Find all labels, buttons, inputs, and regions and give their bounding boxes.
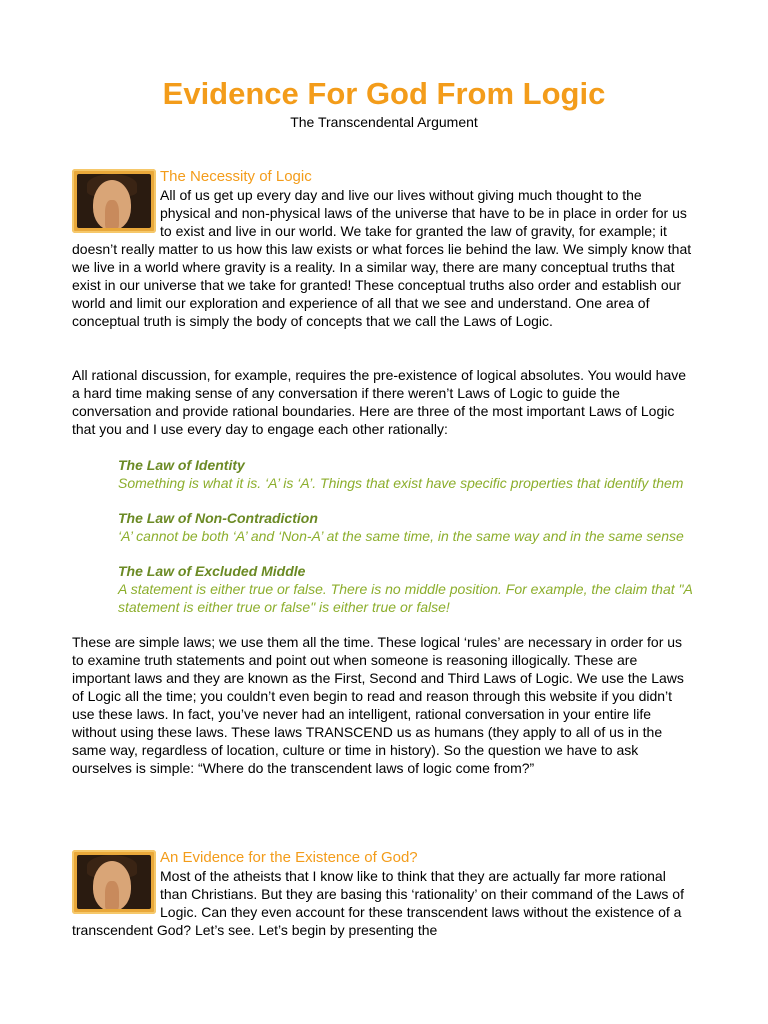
law-description: A statement is either true or false. There is no middle position. For example, the claim that "A statement is either true or false" is either true or false! (118, 581, 693, 615)
law-title: The Law of Excluded Middle (118, 563, 306, 579)
section-necessity-of-logic (72, 168, 696, 330)
paragraph-rational-discussion: All rational discussion, for example, requires the pre-existence of logical absolutes. You would have a hard time making sense of any conversation if there weren’t Laws of Logic to guide the conversation and provide rational boundaries. Here are three of the most important Laws of Logic that you and I use every day to engage each other rationally: (72, 367, 687, 437)
section-paragraph: Most of the atheists that I know like to think that they are actually far more rational than Christians. But they are basing this ‘rationality’ on their command of the Laws of Logic. Can they even account for these transcendent laws without the existence of a transcendent God? Let’s see. Let’s begin by presenting the (72, 868, 684, 938)
law-description: Something is what it is. ‘A’ is ‘A’. Things that exist have specific properties that identify them (118, 475, 684, 491)
law-identity (118, 456, 698, 492)
law-excluded-middle (118, 562, 698, 616)
paragraph-simple-laws: These are simple laws; we use them all the time. These logical ‘rules’ are necessary in order for us to examine truth statements and point out when someone is reasoning illogically. These are important laws and they are known as the First, Second and Third Laws of Logic. We use the Laws of Logic all the time; you couldn’t even begin to read and reason through this website if you didn’t use these laws. In fact, you’ve never had an intelligent, rational conversation in your entire life without using these laws. These laws TRANSCEND us as humans (they apply to all of us in the same way, regardless of location, culture or time in history). So the question we have to ask ourselves is simple: “Where do the transcendent laws of logic come from?” (72, 634, 684, 776)
law-title: The Law of Identity (118, 457, 245, 473)
main-content (72, 366, 696, 795)
law-description: ‘A’ cannot be both ‘A’ and ‘Non-A’ at the same time, in the same way and in the same sense (118, 528, 684, 544)
section-heading: An Evidence for the Existence of God? (160, 849, 418, 866)
law-non-contradiction (118, 509, 698, 545)
section-evidence-for-god (72, 849, 696, 939)
law-title: The Law of Non-Contradiction (118, 510, 318, 526)
document-title: Evidence For God From Logic (162, 76, 606, 111)
section-intro-paragraph: All of us get up every day and live our lives without giving much thought to the physical and non-physical laws of the universe that have to be in place in order for us to exist and live in our world. We take for granted the law of gravity, for example; it doesn’t really matter to us how this law exists or what forces lie behind the law. We simply know that we live in a world where gravity is a reality. In a similar way, there are many conceptual truths that exist in our universe that we take for granted! These conceptual truths also order and establish our world and limit our exploration and experience of all that we see and understand. One area of conceptual truth is simply the body of concepts that we call the Laws of Logic. (72, 187, 692, 329)
section-heading: The Necessity of Logic (160, 168, 312, 185)
praying-woman-image (72, 850, 156, 914)
document-subtitle: The Transcendental Argument (290, 114, 478, 130)
praying-woman-image (72, 169, 156, 233)
